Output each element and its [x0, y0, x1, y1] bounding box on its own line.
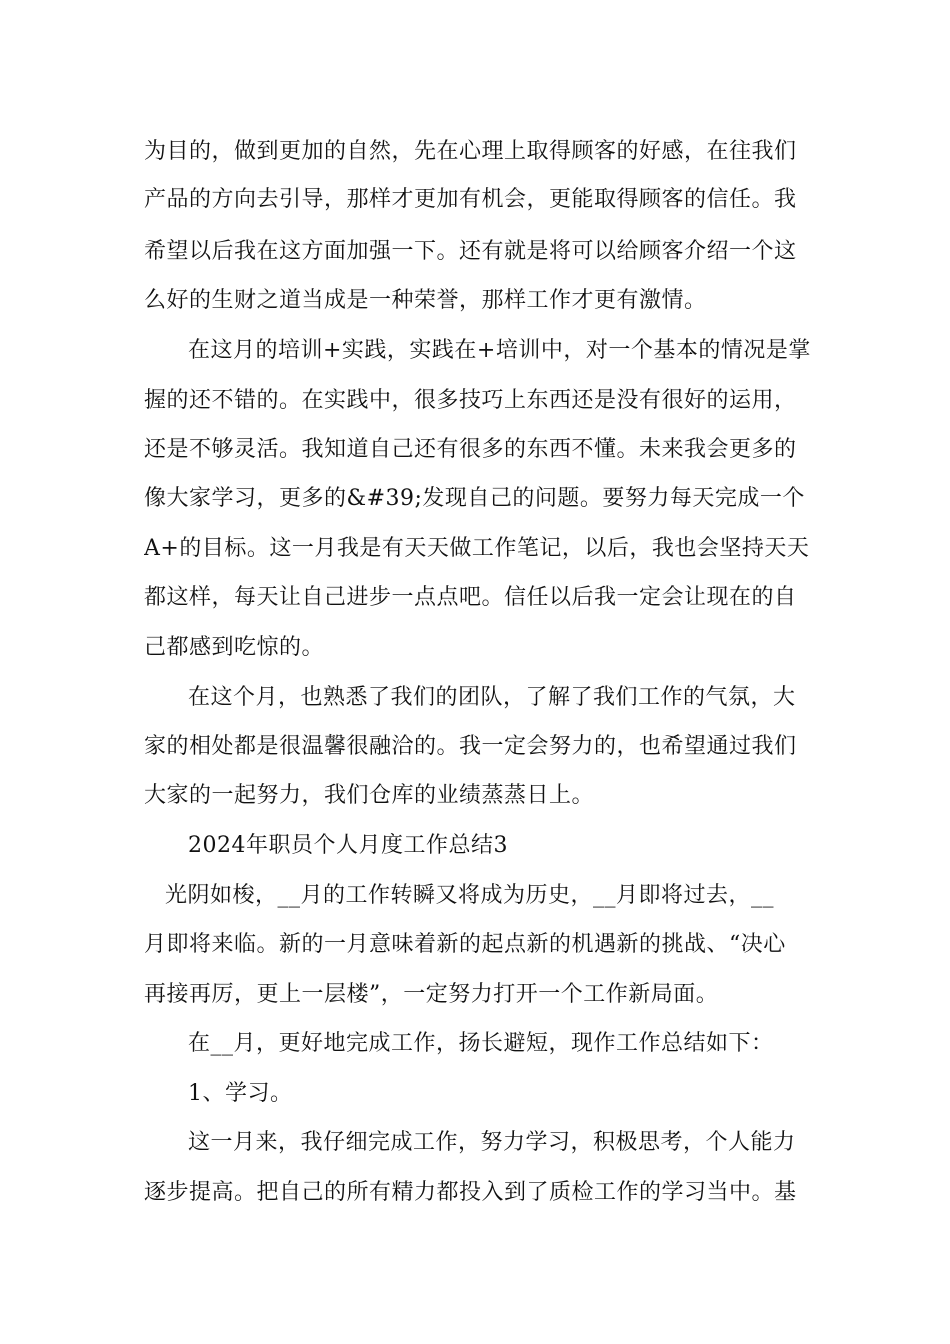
text-line: A+的目标。这一月我是有天天做工作笔记，以后，我也会坚持天天: [144, 536, 810, 561]
text-line: 逐步提高。把自己的所有精力都投入到了质检工作的学习当中。基: [144, 1180, 797, 1205]
text-line: 都这样，每天让自己进步一点点吧。信任以后我一定会让现在的自: [144, 585, 797, 610]
section-heading: 2024年职员个人月度工作总结3: [188, 833, 508, 858]
text-line: 像大家学习，更多的&#39;发现自己的问题。要努力每天完成一个: [144, 486, 805, 511]
text-line: 己都感到吃惊的。: [144, 635, 325, 660]
text-line: 还是不够灵活。我知道自己还有很多的东西不懂。未来我会更多的: [144, 437, 797, 462]
text-line: 么好的生财之道当成是一种荣誉，那样工作才更有激情。: [144, 288, 707, 313]
text-line: 大家的一起努力，我们仓库的业绩蒸蒸日上。: [144, 783, 595, 808]
paragraph-start-line: 在__月，更好地完成工作，扬长避短，现作工作总结如下：: [188, 1031, 774, 1056]
paragraph-start-line: 在这个月，也熟悉了我们的团队，了解了我们工作的气氛，大: [188, 685, 796, 710]
text-line: 希望以后我在这方面加强一下。还有就是将可以给顾客介绍一个这: [144, 239, 797, 264]
text-line: 握的还不错的。在实践中，很多技巧上东西还是没有很好的运用，: [144, 388, 797, 413]
text-line: 再接再厉，更上一层楼”，一定努力打开一个工作新局面。: [144, 982, 719, 1007]
paragraph-start-line: 光阴如梭，__月的工作转瞬又将成为历史，__月即将过去，__: [165, 883, 775, 908]
list-item-heading: 1、学习。: [188, 1081, 293, 1106]
text-line: 月即将来临。新的一月意味着新的起点新的机遇新的挑战、“决心: [144, 932, 786, 957]
paragraph-start-line: 在这月的培训+实践，实践在+培训中，对一个基本的情况是掌: [188, 338, 811, 363]
paragraph-start-line: 这一月来，我仔细完成工作，努力学习，积极思考，个人能力: [188, 1130, 796, 1155]
text-line: 为目的，做到更加的自然，先在心理上取得顾客的好感，在往我们: [144, 139, 797, 164]
text-line: 产品的方向去引导，那样才更加有机会，更能取得顾客的信任。我: [144, 187, 797, 212]
text-line: 家的相处都是很温馨很融洽的。我一定会努力的，也希望通过我们: [144, 734, 797, 759]
